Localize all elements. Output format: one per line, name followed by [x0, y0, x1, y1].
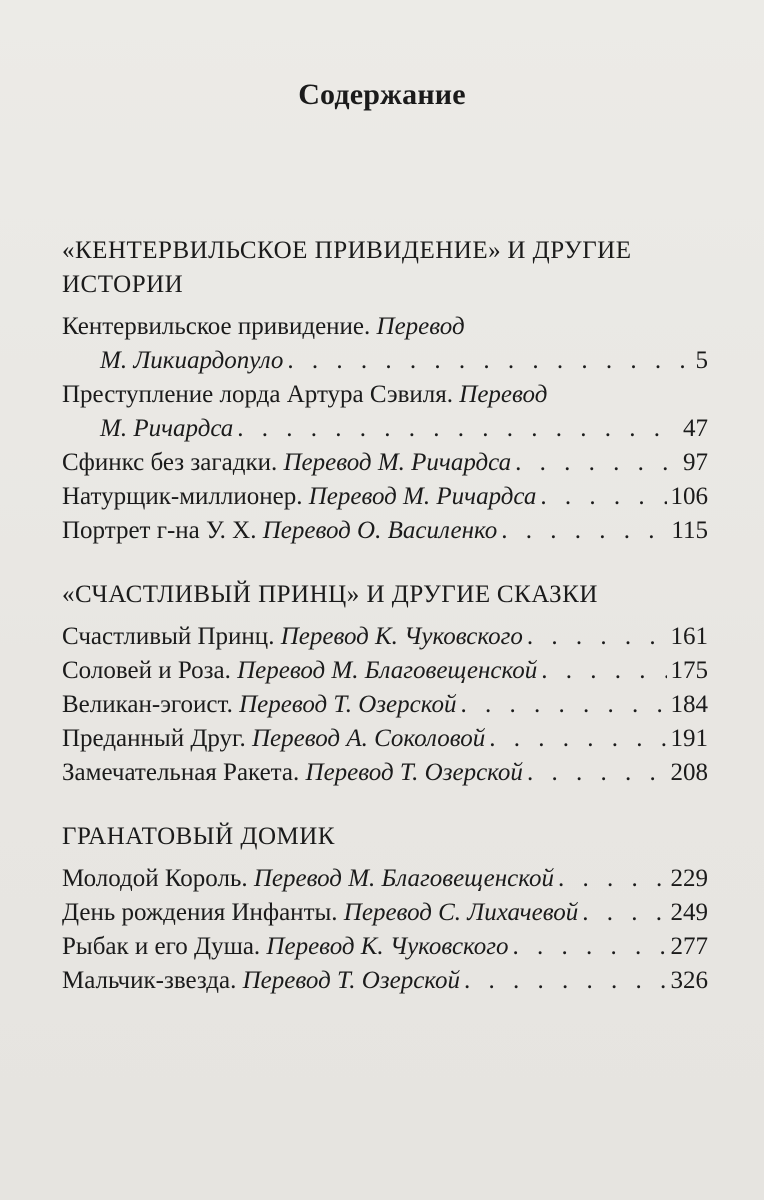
entry-translator: Перевод К. Чуковского [280, 623, 523, 650]
table-of-contents [62, 234, 708, 998]
section-title-line1: «КЕНТЕРВИЛЬСКОЕ ПРИВИДЕНИЕ» [62, 237, 502, 264]
entry-translator: Перевод М. Ричардса [308, 483, 537, 510]
toc-entry[interactable] [62, 688, 708, 722]
entry-title: Портрет г-на У. Х. [62, 517, 257, 544]
entry-page: 97 [683, 449, 708, 476]
toc-entry[interactable] [62, 722, 708, 756]
entry-page: 191 [670, 725, 708, 752]
entry-translator: Перевод Т. Озерской [305, 759, 523, 786]
toc-entry[interactable] [62, 964, 708, 998]
dot-leader [527, 756, 667, 790]
entry-page: 184 [670, 691, 708, 718]
entry-title: Преступление лорда Артура Сэвиля. [62, 381, 454, 408]
dot-leader [515, 446, 679, 480]
toc-entry[interactable] [62, 756, 708, 790]
entry-translator: Перевод С. Лихачевой [343, 899, 579, 926]
dot-leader [489, 722, 666, 756]
toc-entry[interactable] [62, 310, 708, 378]
dot-leader [558, 862, 666, 896]
entry-page: 326 [670, 967, 708, 994]
section-title-line2: СКАЗКИ [496, 581, 598, 608]
entry-title: Рыбак и его Душа. [62, 933, 261, 960]
entry-title: Соловей и Роза. [62, 657, 231, 684]
entry-title: Мальчик-звезда. [62, 967, 237, 994]
dot-leader [527, 620, 667, 654]
dot-leader [541, 654, 666, 688]
toc-entry[interactable] [62, 930, 708, 964]
entry-translator: Перевод К. Чуковского [266, 933, 509, 960]
entry-translator: Перевод О. Василенко [262, 517, 498, 544]
entry-translator: Перевод М. Ричардса [283, 449, 512, 476]
entry-translator: Перевод Т. Озерской [242, 967, 461, 994]
toc-entry[interactable] [62, 654, 708, 688]
toc-entry[interactable] [62, 446, 708, 480]
toc-entry[interactable] [62, 862, 708, 896]
dot-leader [464, 964, 666, 998]
entry-page: 249 [670, 899, 708, 926]
dot-leader [461, 688, 667, 722]
entry-page: 161 [670, 623, 708, 650]
page-title: Содержание [298, 78, 466, 111]
toc-entry[interactable] [62, 378, 708, 446]
entry-title: Молодой Король. [62, 865, 248, 892]
entry-page: 5 [695, 347, 708, 374]
section-title [62, 578, 708, 612]
dot-leader [540, 480, 666, 514]
dot-leader [513, 930, 667, 964]
entry-title: Кентервильское привидение. [62, 313, 371, 340]
entry-title: Преданный Друг. [62, 725, 246, 752]
toc-entry[interactable] [62, 620, 708, 654]
entry-title: Счастливый Принц. [62, 623, 275, 650]
dot-leader [501, 514, 667, 548]
toc-section-stories [62, 234, 708, 548]
dot-leader [287, 344, 691, 378]
entry-translator: Перевод Т. Озерской [239, 691, 457, 718]
entry-page: 229 [670, 865, 708, 892]
entry-title: Замечательная Ракета. [62, 759, 300, 786]
toc-entry[interactable] [62, 896, 708, 930]
entry-page: 47 [683, 415, 708, 442]
entry-translator: М. Ликиардопуло [100, 347, 284, 374]
entry-translator: Перевод А. Соколовой [251, 725, 486, 752]
entry-page: 115 [671, 517, 708, 544]
toc-entry[interactable] [62, 480, 708, 514]
entry-page: 277 [670, 933, 708, 960]
section-title [62, 820, 708, 854]
section-title-line1: ГРАНАТОВЫЙ ДОМИК [62, 823, 335, 850]
section-title-line2: И ДРУГИЕ ИСТОРИИ [62, 237, 632, 298]
section-title [62, 234, 708, 302]
toc-section-pomegranate-house [62, 820, 708, 998]
entry-translator-prefix: Перевод [459, 381, 548, 408]
entry-page: 175 [670, 657, 708, 684]
dot-leader [237, 412, 679, 446]
toc-entry[interactable] [62, 514, 708, 548]
entry-title: День рождения Инфанты. [62, 899, 338, 926]
entry-title: Натурщик-миллионер. [62, 483, 303, 510]
section-title-line1: «СЧАСТЛИВЫЙ ПРИНЦ» И ДРУГИЕ [62, 581, 491, 608]
entry-translator: М. Ричардса [100, 415, 234, 442]
dot-leader [582, 896, 666, 930]
entry-page: 106 [670, 483, 708, 510]
entry-translator: Перевод М. Благовещенской [237, 657, 538, 684]
entry-translator: Перевод М. Благовещенской [253, 865, 555, 892]
entry-page: 208 [670, 759, 708, 786]
toc-section-fairy-tales [62, 578, 708, 790]
entry-title: Великан-эгоист. [62, 691, 233, 718]
entry-title: Сфинкс без загадки. [62, 449, 278, 476]
entry-translator-prefix: Перевод [376, 313, 465, 340]
